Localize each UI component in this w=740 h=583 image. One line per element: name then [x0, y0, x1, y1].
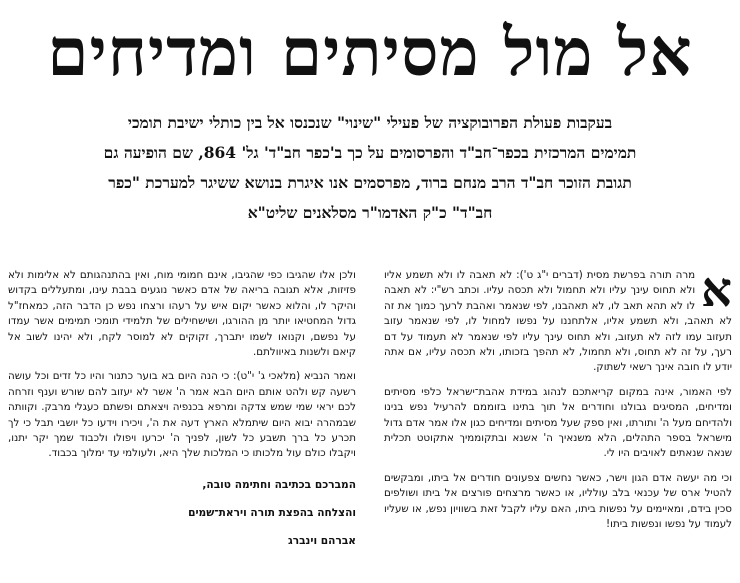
- paragraph-text: מרה תורה בפרשת מסית (דברים י"ג ט'): לא תאבה לו ולא תשמע אליו ולא תחוס עינך עליו ולא תחמול ולא תכסה עליו. וכתב רש"י: לא תאבה לו לא תהא תאב לו, לא תאהבנו, לפי שנאמר ואהבת לרעך כמוך את זה לא תאהב, ולא תשמע אליו, אלתחננו על נפשו למחול לו, לפי שנאמר עזוב תעזוב עמו לזה לא תעזוב, ולא תחוס עינך עליו לפי שנאמר לא תעמוד על דם רעך, על זה לא תחוס, ולא תחמול, לא תהפך בזכותו, ולא תכסה עליו, אם אתה יודע לו חובה אינך רשאי לשתוק.: [384, 269, 732, 374]
- column-paragraph: [384, 262, 732, 376]
- column-paragraph: לפי האמור, אינה במקום קריאתכם לנהוג במידת אהבת־ישראל כלפי מסיתים ומדיחים, המסיגים גבולנו וחודרים אל תוך בתינו בזוממם להרעיל נפש בנינו ולהדיחם מעל ה' ותורתו, ואין ספק שעל מסיתים ומדיחים כגון אלו אמר אדם גדול מישראל בספר התהלים, הלא משנאיך ה' אשנא ובתקוממיך אתקוטט תכלית שנאה שנאתים לאויבים היו לי.: [384, 385, 732, 460]
- signature-line: המברכם בכתיבה וחתימה טובה,: [202, 478, 356, 491]
- drop-cap: א: [701, 262, 732, 318]
- intro-line: בעקבות פעולת הפרובוקציה של פעילי "שינוי" שנכנסו אל בין כותלי ישיבת תומכי: [127, 113, 613, 132]
- left-column: [8, 268, 356, 560]
- intro-line: תמימים המרכזית בכפר־חב"ד והפרסומים על כך ב'כפר חב"ד' גל' 864, שם הופיעה גם: [103, 143, 637, 162]
- headline: אל מול מסיתים ומדיחים: [47, 13, 693, 91]
- intro-paragraph: [38, 108, 702, 228]
- intro-line: חב"ד" כ"ק האדמו"ר מסלאנים שליט"א: [247, 203, 493, 222]
- signature-name: אברהם וינברג: [287, 534, 356, 547]
- column-paragraph: ולכן אלו שהגיבו כפי שהגיבו, אינם חמומי מוח, ואין בהתנהגותם לא אלימות ולא פזיזות, אלא תגובה בריאה של אדם כאשר נוגעים בבבת עינו, ומתעללים בקדוש והיקר לו, והלוא כאשר יקום איש על רעהו ורצחו נפש כן הדבר הזה, כמאחז"ל גדול המחטיאו יותר מן ההורגו, ושישחילים של תלמידי תומכי תמימים אשר עמדו על נפשם, וקנואו לשמו יתברך, זקוקים לא למוסר לקח, ולא יהינו לשוב אל קיאם ולשנות באיוולתם.: [8, 269, 356, 359]
- right-column: [384, 262, 732, 542]
- intro-line: תגובת הזוכר חב"ד הרב מנחם ברוד, מפרסמים אנו איגרת בנושא ששיגר למערכת "כפר: [108, 173, 632, 192]
- signature-line: והצלחה בהפצת תורה ויראת־שמים: [188, 506, 356, 519]
- column-paragraph: וכי מה יעשה אדם הגון וישר, כאשר נחשים צפעונים חודרים אל ביתו, ומבקשים להטיל ארס של עכנאי בלב עולליו, או כאשר מרצחים פורצים אל ביתו ושולפים סכין בידם, ומאיימים על נפשות ביתו, האם עליו לקבל זאת בשוויון נפש, או שעליו לעמוד על נפשו ונפשות ביתו!: [384, 471, 732, 531]
- column-paragraph: ואמר הנביא (מלאכי ג' י"ט): כי הנה היום בא בוער כתנור והיו כל זדים וכל עושה רשעה קש ולהט אותם היום הבא אמר ה' אשר לא יעזוב להם שורש וענף וזרחה לכם יראי שמי שמש צדקה ומרפא בכנפיה ויצאתם ופשתם כעגלי מרבק. וקוותה שבמהרה יבוא היום שיתמלא הארץ דעה את ה', ויכירו וידעו כל יושבי תבל כי לך תכרע כל ברך תשבע כל לשון, לפניך ה' יכרעו ויפולו ולכבוד שמך יקר יתנו, ויקבלו כולם עול מלכותו כי המלכות שלך היא, ולעולמי עד ימלוך בכבוד.: [8, 370, 356, 460]
- signature-block: [8, 476, 356, 551]
